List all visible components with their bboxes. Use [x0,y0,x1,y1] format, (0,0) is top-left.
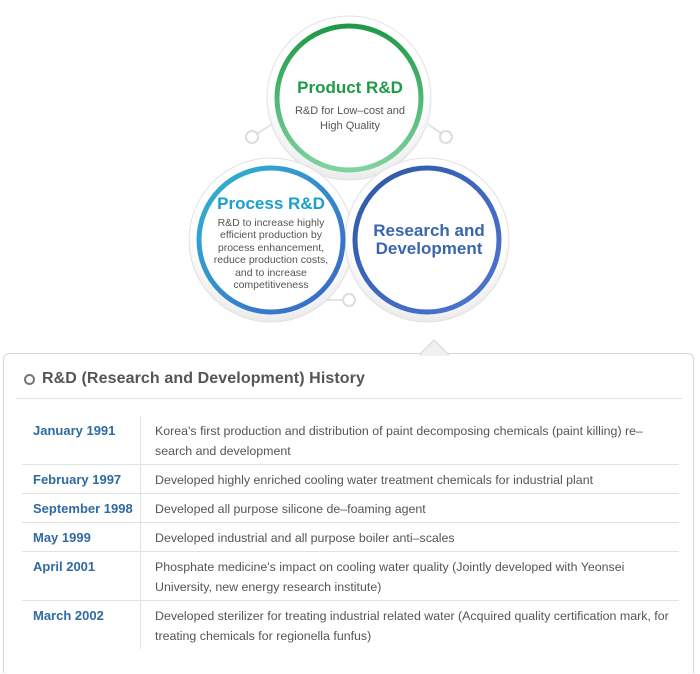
process-rd-title: Process R&D [217,194,325,213]
history-desc: Developed sterilizer for treating industrial related water (Acquired quality certification mark, for treating chemicals for regionella funfus) [140,601,679,649]
history-table [22,416,679,649]
process-rd-desc: R&D to increase highly efficient production by process enhancement, reduce production costs, and to increase competitiveness [213,217,329,292]
history-date: April 2001 [33,559,96,574]
history-desc: Developed industrial and all purpose boiler anti–scales [140,523,679,551]
history-row [22,601,679,649]
history-header [24,368,365,390]
history-row [22,416,679,465]
header-divider [16,398,682,399]
history-row [22,523,679,552]
research-title-line1: Research and [373,221,485,240]
history-title: R&D (Research and Development) History [42,370,365,387]
history-date: March 2002 [33,608,104,623]
product-rd-title: Product R&D [297,78,403,97]
history-date: May 1999 [33,530,91,545]
history-date: February 1997 [33,472,122,487]
circle-bullet-icon [24,374,35,385]
history-desc: Korea's first production and distribution of paint decomposing chemicals (paint killing) re–search and development [140,416,679,464]
history-row [22,494,679,523]
history-desc: Developed all purpose silicone de–foaming agent [140,494,679,522]
history-date: September 1998 [33,501,133,516]
research-title-line2: Development [375,239,483,258]
research-development-title [355,222,503,258]
history-row [22,465,679,494]
product-circle [277,26,421,170]
history-row [22,552,679,601]
rd-diagram [0,0,700,330]
panel-notch [419,338,449,356]
history-desc: Developed highly enriched cooling water treatment chemicals for industrial plant [140,465,679,493]
history-date: January 1991 [33,423,116,438]
product-rd-desc: R&D for Low–cost and High Quality [294,105,406,132]
history-desc: Phosphate medicine's impact on cooling water quality (Jointly developed with Yeonsei University, new energy research institute) [140,552,679,600]
